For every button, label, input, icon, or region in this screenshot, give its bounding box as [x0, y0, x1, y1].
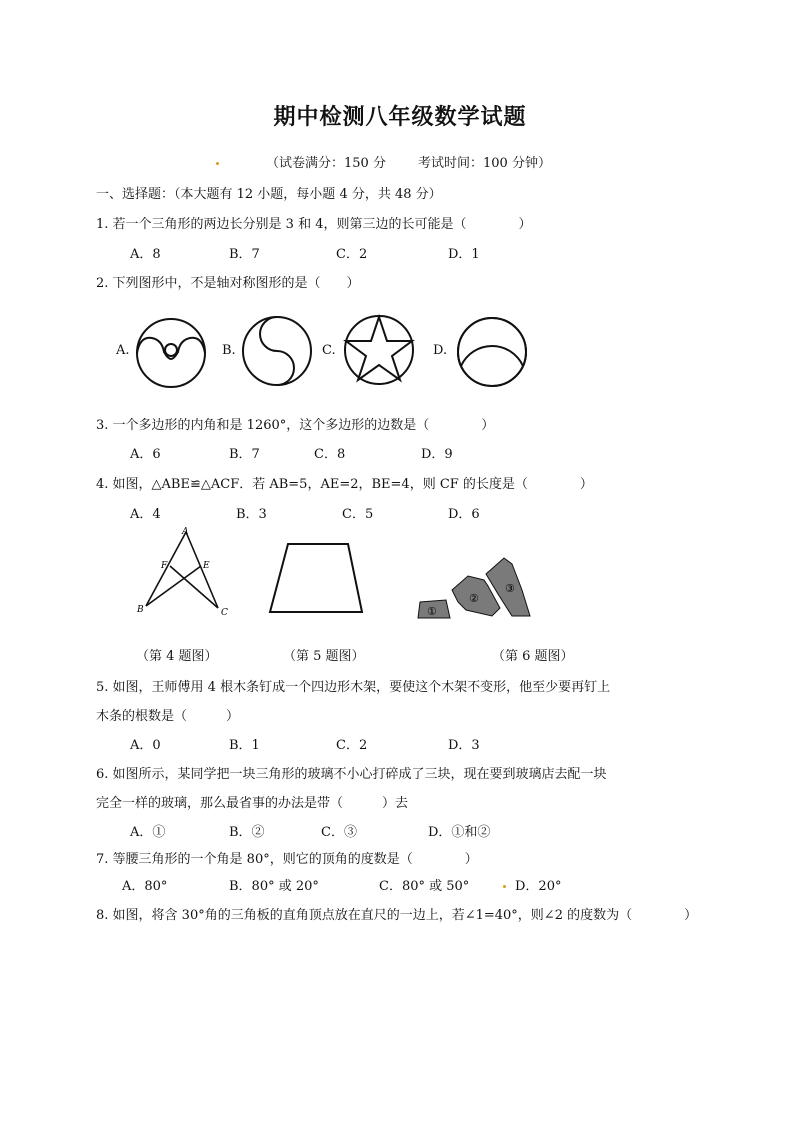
figure-6-broken-glass: [416, 550, 536, 620]
speck-mark-2: [503, 885, 506, 888]
figure-5-quadrilateral: [266, 540, 366, 616]
caption-figure-4: （第 4 题图）: [136, 649, 218, 664]
q4-option-d: D．6: [448, 507, 480, 522]
q6-option-b: B．②: [229, 825, 265, 840]
q3-option-a: A．6: [130, 447, 161, 462]
question-1-stem: 1. 若一个三角形的两边长分别是 3 和 4，则第三边的长可能是（ ）: [96, 217, 532, 232]
q5-option-c: C．2: [336, 738, 368, 753]
section-heading: 一、选择题：（本大题有 12 小题，每小题 4 分，共 48 分）: [96, 187, 442, 202]
q6-option-a: A．①: [130, 825, 166, 840]
q4-option-c: C．5: [342, 507, 374, 522]
q1-option-b: B．7: [229, 247, 260, 262]
q7-option-d: D．20°: [515, 879, 562, 894]
q5-option-b: B．1: [229, 738, 260, 753]
q5-option-d: D．3: [448, 738, 480, 753]
figure-triquetra-circle: [455, 315, 529, 389]
caption-figure-6: （第 6 题图）: [492, 649, 574, 664]
q4-option-b: B．3: [236, 507, 267, 522]
question-6-stem-line2: 完全一样的玻璃，那么最省事的办法是带（ ）去: [96, 796, 409, 811]
page-title: 期中检测八年级数学试题: [273, 105, 527, 130]
q2-label-d: D.: [433, 343, 448, 358]
q5-option-a: A．0: [130, 738, 161, 753]
point-label-f: F: [161, 561, 168, 571]
piece-label-1: ①: [427, 605, 437, 618]
piece-label-3: ③: [505, 582, 515, 595]
q7-option-b: B．80° 或 20°: [229, 879, 319, 894]
q2-label-b: B.: [222, 343, 236, 358]
figure-yin-yang-circle: [240, 314, 314, 388]
question-3-stem: 3. 一个多边形的内角和是 1260°，这个多边形的边数是（ ）: [96, 418, 495, 433]
question-4-stem: 4. 如图，△ABE≌△ACF．若 AB=5，AE=2，BE=4，则 CF 的长度是（ ）: [96, 477, 593, 492]
figure-heart-circle: [134, 316, 208, 390]
question-7-stem: 7. 等腰三角形的一个角是 80°，则它的顶角的度数是（ ）: [96, 852, 478, 867]
point-label-a: A: [182, 527, 189, 537]
q1-option-a: A．8: [130, 247, 161, 262]
point-label-e: E: [203, 561, 210, 571]
figure-star-circle: [342, 313, 416, 387]
q3-option-d: D．9: [421, 447, 453, 462]
q7-option-c: C．80° 或 50°: [379, 879, 470, 894]
q6-option-d: D．①和②: [428, 825, 491, 840]
q1-option-c: C．2: [336, 247, 368, 262]
point-label-b: B: [137, 605, 144, 615]
q1-option-d: D．1: [448, 247, 480, 262]
question-5-stem-line1: 5. 如图，王师傅用 4 根木条钉成一个四边形木架，要使这个木架不变形，他至少要再钉上: [96, 680, 611, 695]
q7-option-a: A．80°: [122, 879, 168, 894]
question-5-stem-line2: 木条的根数是（ ）: [96, 709, 240, 724]
question-8-stem: 8. 如图，将含 30°角的三角板的直角顶点放在直尺的一边上，若∠1=40°，则∠2 的度数为（ ）: [96, 908, 698, 923]
q3-option-c: C．8: [314, 447, 346, 462]
point-label-c: C: [221, 608, 228, 618]
q6-option-c: C．③: [321, 825, 357, 840]
question-6-stem-line1: 6. 如图所示，某同学把一块三角形的玻璃不小心打碎成了三块，现在要到玻璃店去配一块: [96, 767, 607, 782]
q4-option-a: A．4: [130, 507, 161, 522]
question-2-stem: 2. 下列图形中，不是轴对称图形的是（ ）: [96, 276, 360, 291]
figure-4-triangles: [134, 526, 234, 618]
piece-label-2: ②: [469, 592, 479, 605]
q3-option-b: B．7: [229, 447, 260, 462]
full-score-note: （试卷满分：150 分: [266, 156, 386, 171]
speck-mark: [216, 162, 219, 165]
q2-label-a: A.: [116, 343, 130, 358]
time-note: 考试时间：100 分钟）: [418, 156, 551, 171]
q2-label-c: C.: [322, 343, 336, 358]
caption-figure-5: （第 5 题图）: [283, 649, 365, 664]
